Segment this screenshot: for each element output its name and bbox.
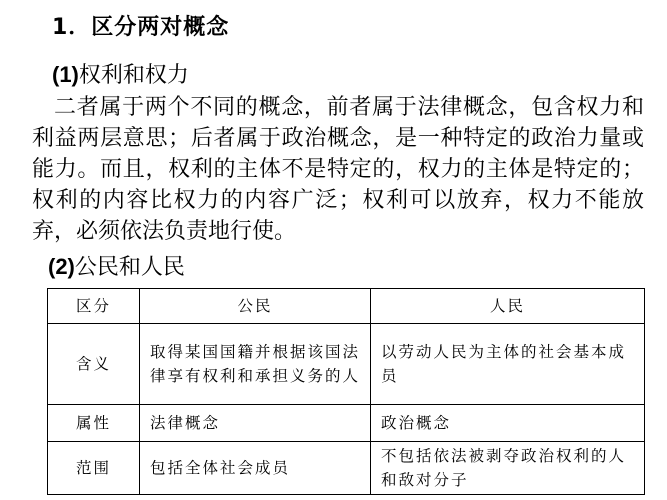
subheading-rights-and-power xyxy=(52,60,189,91)
people-cell: 以劳动人民为主体的社会基本成员 xyxy=(371,324,645,405)
subheading-number: (1) xyxy=(52,62,79,87)
citizen-cell: 取得某国国籍并根据该国法律享有权利和承担义务的人 xyxy=(140,324,371,405)
section-heading: 1．区分两对概念 xyxy=(52,15,230,40)
people-cell: 不包括依法被剥夺政治权利的人和敌对分子 xyxy=(371,442,645,495)
subheading-number: (2) xyxy=(48,254,75,279)
header-citizen: 公民 xyxy=(140,289,371,324)
comparison-table xyxy=(47,288,645,495)
explanation-paragraph: 二者属于两个不同的概念，前者属于法律概念，包含权力和利益两层意思；后者属于政治概念，是一种特定的政治力量或能力。而且，权利的主体不是特定的，权力的主体是特定的；权利的内容比权力的内容广泛；权利可以放弃，权力不能放弃，必须依法负责地行使。 xyxy=(32,95,644,244)
people-cell: 政治概念 xyxy=(371,405,645,442)
subheading-title: 权利和权力 xyxy=(78,63,189,88)
table-row xyxy=(48,324,645,405)
table-header-row xyxy=(48,289,645,324)
row-label: 范围 xyxy=(48,442,140,495)
table-row xyxy=(48,442,645,495)
subheading-title: 公民和人民 xyxy=(74,255,185,280)
row-label: 含义 xyxy=(48,324,140,405)
header-people: 人民 xyxy=(371,289,645,324)
subheading-citizen-and-people xyxy=(48,252,185,283)
citizen-cell: 包括全体社会成员 xyxy=(140,442,371,495)
table-row xyxy=(48,405,645,442)
header-distinction: 区分 xyxy=(48,289,140,324)
citizen-cell: 法律概念 xyxy=(140,405,371,442)
row-label: 属性 xyxy=(48,405,140,442)
